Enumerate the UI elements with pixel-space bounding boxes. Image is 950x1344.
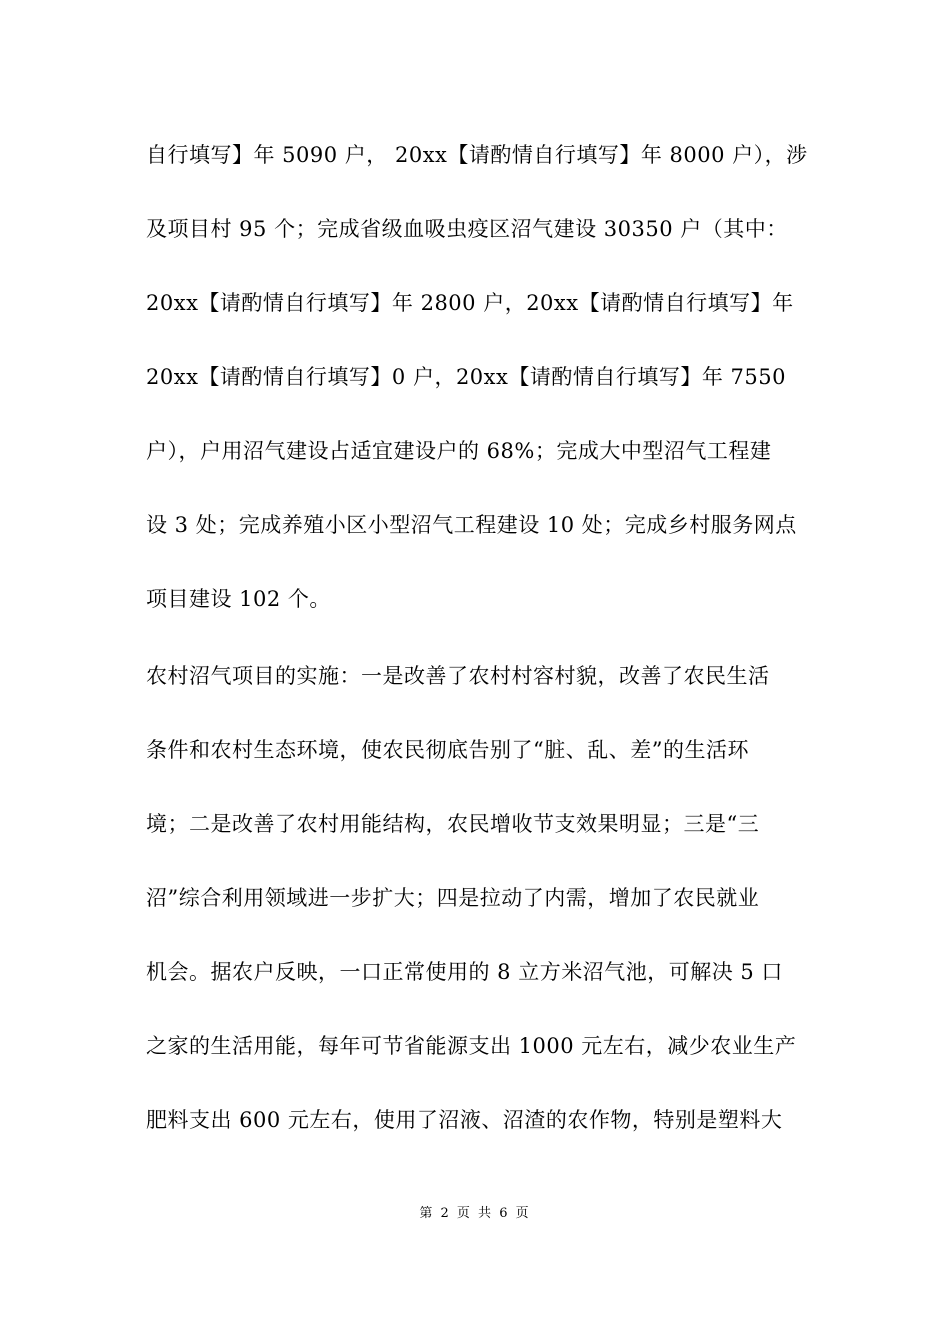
text-line: 及项目村 95 个；完成省级血吸虫疫区沼气建设 30350 户（其中： [146, 217, 788, 241]
text-line: 条件和农村生态环境，使农民彻底告别了“脏、乱、差”的生活环 [146, 738, 749, 762]
text-line: 沼”综合利用领域进一步扩大；四是拉动了内需，增加了农民就业 [146, 886, 760, 910]
text-line: 自行填写】年 5090 户， 20xx【请酌情自行填写】年 8000 户），涉 [146, 143, 808, 167]
text-line: 户），户用沼气建设占适宜建设户的 68%；完成大中型沼气工程建 [146, 439, 772, 463]
text-line: 项目建设 102 个。 [146, 587, 331, 611]
text-line: 20xx【请酌情自行填写】0 户，20xx【请酌情自行填写】年 7550 [146, 365, 786, 389]
text-line: 农村沼气项目的实施：一是改善了农村村容村貌，改善了农民生活 [146, 664, 770, 688]
text-line: 境；二是改善了农村用能结构，农民增收节支效果明显；三是“三 [146, 812, 760, 836]
text-line: 之家的生活用能，每年可节省能源支出 1000 元左右，减少农业生产 [146, 1034, 797, 1058]
text-line: 20xx【请酌情自行填写】年 2800 户，20xx【请酌情自行填写】年 [146, 291, 794, 315]
text-line: 肥料支出 600 元左右，使用了沼液、沼渣的农作物，特别是塑料大 [146, 1108, 783, 1132]
page-number-footer: 第 2 页 共 6 页 [419, 1206, 531, 1221]
text-line: 机会。据农户反映，一口正常使用的 8 立方米沼气池，可解决 5 口 [146, 960, 783, 984]
text-line: 设 3 处；完成养殖小区小型沼气工程建设 10 处；完成乡村服务网点 [146, 513, 797, 537]
